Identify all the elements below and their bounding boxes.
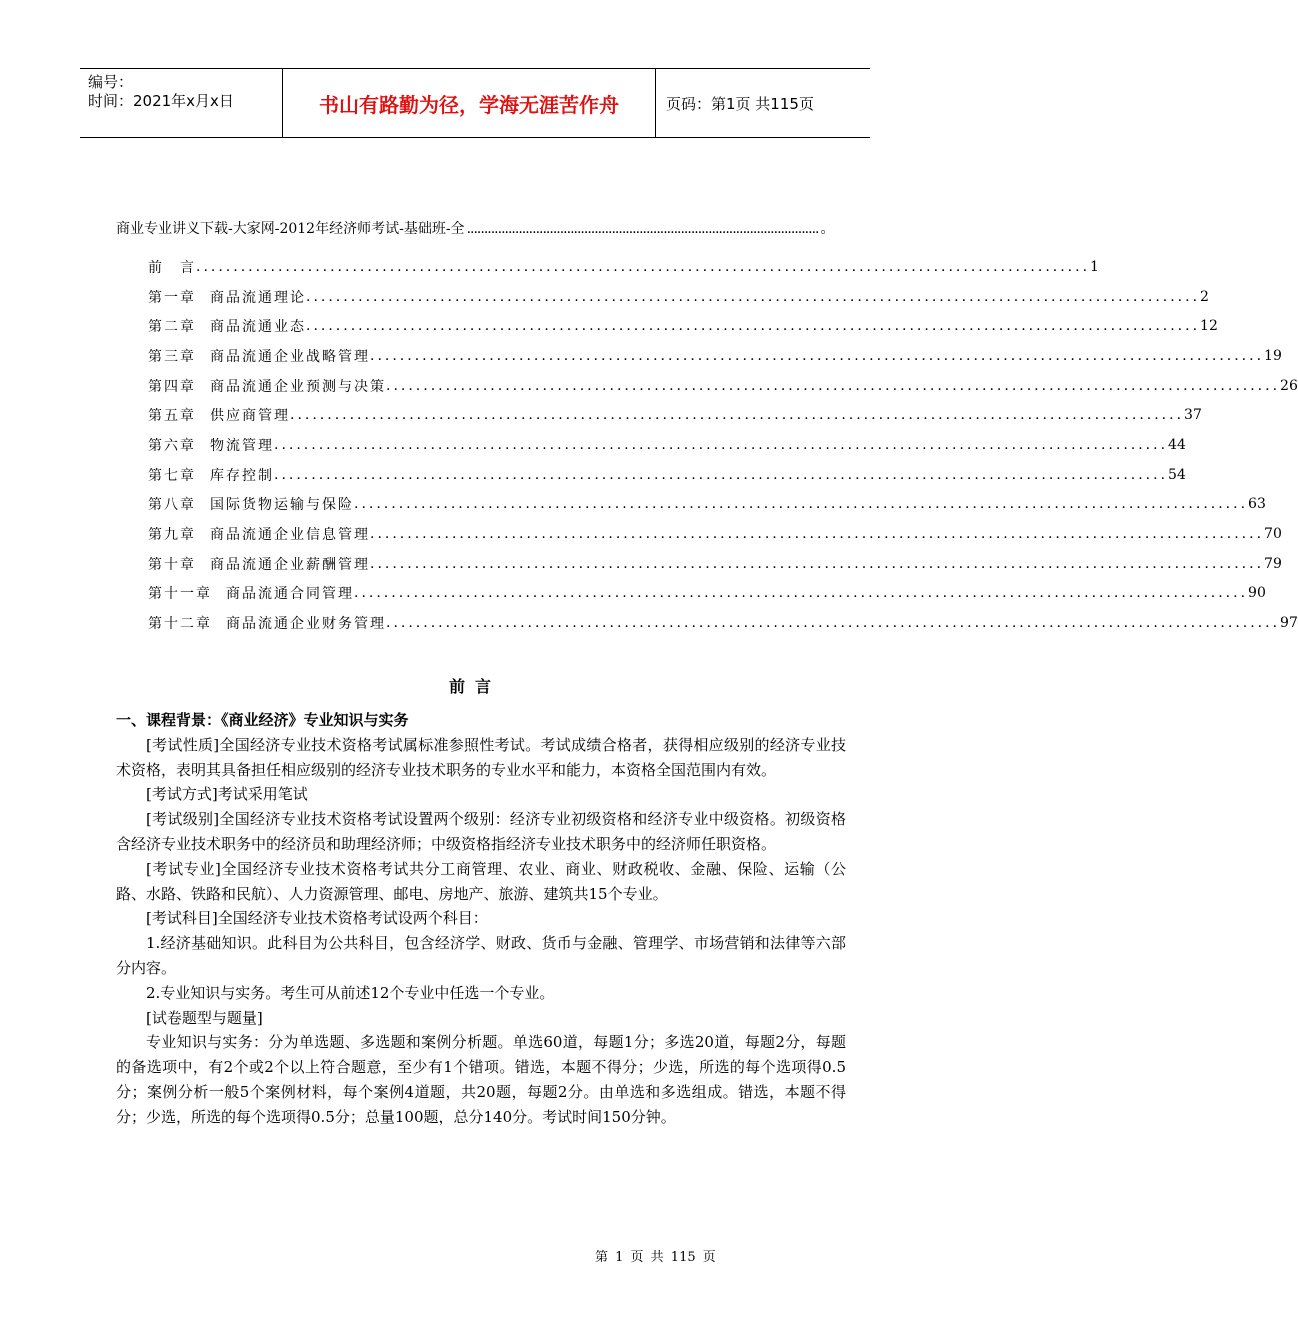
toc-page-number: 63: [1248, 496, 1266, 513]
toc-page-number: 1: [1090, 258, 1099, 275]
toc-page-number: 12: [1200, 318, 1218, 335]
toc-entry[interactable]: [148, 490, 1266, 520]
toc-page-number: 19: [1264, 347, 1282, 364]
toc-chapter: 第七章: [148, 467, 196, 484]
toc-chapter: 第六章: [148, 437, 196, 454]
toc-chapter-name: 商品流通企业薪酬管理: [210, 556, 370, 573]
toc-entry[interactable]: [148, 282, 1209, 312]
toc-chapter-name: 商品流通合同管理: [226, 586, 354, 603]
toc-page-number: 90: [1248, 585, 1266, 602]
toc-page-number: 70: [1264, 526, 1282, 543]
toc-entry[interactable]: [148, 400, 1202, 430]
toc-leader: ........................................................................................................................: [386, 377, 1281, 394]
toc-entry[interactable]: [148, 549, 1282, 579]
toc-entry[interactable]: [148, 460, 1186, 490]
toc-chapter: 第十章: [148, 556, 196, 573]
time-label: 时间：2021年x月x日: [88, 92, 234, 110]
paragraph: 专业知识与实务：分为单选题、多选题和案例分析题。单选60道，每题1分；多选20道，每题2分，每题的备选项中，有2个或2个以上符合题意，至少有1个错项。错选，本题不得分；少选，所选的每个选项得0.5分；案例分析一般5个案例材料，每个案例4道题，共20题，每题2分。由单选和多选组成。错选，本题不得分；少选，所选的每个选项得0.5分；总量100题，总分140分。考试时间150分钟。: [116, 1033, 846, 1126]
paragraph: 1.经济基础知识。此科目为公共科目，包含经济学、财政、货币与金融、管理学、市场营销和法律等六部分内容。: [116, 934, 846, 977]
toc-chapter: 第一章: [148, 289, 196, 306]
header-meta: [80, 69, 282, 137]
paragraph: 2.专业知识与实务。考生可从前述12个专业中任选一个专业。: [146, 983, 555, 1002]
toc-page-number: 97: [1280, 615, 1298, 632]
toc-page-number: 26: [1280, 377, 1298, 394]
toc-chapter: 第八章: [148, 497, 196, 514]
toc-entry[interactable]: [148, 608, 1298, 638]
toc-leader: ........................................................................................................................: [196, 258, 1091, 275]
toc-chapter-name: 商品流通企业预测与决策: [210, 378, 386, 395]
toc-chapter: 第三章: [148, 348, 196, 365]
toc-chapter-name: 国际货物运输与保险: [210, 497, 354, 514]
toc-leader: ........................................................................................................................: [370, 347, 1265, 364]
toc-leader: ........................................................................................................................: [386, 615, 1281, 632]
number-label: 编号：: [88, 73, 134, 91]
toc-chapter: 第四章: [148, 378, 196, 395]
toc-page-number: 44: [1168, 436, 1186, 453]
toc-chapter: 前 言: [148, 259, 196, 276]
toc-chapter: 第九章: [148, 527, 196, 544]
table-of-contents: [148, 252, 1298, 638]
toc-chapter: 第二章: [148, 319, 196, 336]
header-page-info: 页码：第1页 共115页: [666, 94, 814, 113]
section-heading: 一、课程背景：《商业经济》专业知识与实务: [116, 711, 409, 729]
toc-title-leader: ......................................................................................................: [466, 221, 819, 237]
toc-leader: ........................................................................................................................: [370, 526, 1265, 543]
paragraph: [考试级别]全国经济专业技术资格考试设置两个级别：经济专业初级资格和经济专业中级资格。初级资格含经济专业技术职务中的经济员和助理经济师；中级资格指经济专业技术职务中的经济师任职资格。: [116, 810, 846, 853]
toc-entry[interactable]: [148, 579, 1266, 609]
toc-chapter-name: 商品流通业态: [210, 319, 306, 336]
toc-entry[interactable]: [148, 371, 1298, 401]
paragraph: [试卷题型与题量]: [146, 1008, 263, 1027]
paragraph: [考试方式]考试采用笔试: [146, 785, 308, 804]
toc-chapter-name: 商品流通企业战略管理: [210, 348, 370, 365]
toc-leader: ........................................................................................................................: [306, 318, 1201, 335]
toc-chapter-name: 库存控制: [210, 467, 274, 484]
toc-entry[interactable]: [148, 252, 1099, 282]
toc-chapter: 第十二章: [148, 616, 212, 633]
toc-entry[interactable]: [148, 311, 1218, 341]
toc-chapter-name: 商品流通理论: [210, 289, 306, 306]
toc-leader: ........................................................................................................................: [354, 585, 1249, 602]
toc-leader: ........................................................................................................................: [306, 288, 1201, 305]
header-motto: 书山有路勤为径，学海无涯苦作舟: [282, 69, 656, 137]
toc-chapter-name: 商品流通企业财务管理: [226, 616, 386, 633]
toc-leader: ........................................................................................................................: [354, 496, 1249, 513]
paragraph: [考试专业]全国经济专业技术资格考试共分工商管理、农业、商业、财政税收、金融、保险、运输（公路、水路、铁路和民航）、人力资源管理、邮电、房地产、旅游、建筑共15个专业。: [116, 859, 846, 903]
toc-leader: ........................................................................................................................: [274, 436, 1169, 453]
toc-page-number: 2: [1200, 288, 1209, 305]
toc-page-number: 79: [1264, 555, 1282, 572]
toc-leader: ........................................................................................................................: [370, 555, 1265, 572]
toc-entry[interactable]: [148, 519, 1282, 549]
toc-title: 商业专业讲义下载-大家网-2012年经济师考试-基础班-全: [116, 221, 465, 237]
toc-chapter-name: 供应商管理: [210, 408, 290, 425]
paragraph: [考试科目]全国经济专业技术资格考试设两个科目：: [146, 909, 488, 928]
paragraph: [考试性质]全国经济专业技术资格考试属标准参照性考试。考试成绩合格者，获得相应级别的经济专业技术资格，表明其具备担任相应级别的经济专业技术职务的专业水平和能力，本资格全国范围内有效。: [116, 735, 846, 779]
toc-page-number: 37: [1184, 407, 1202, 424]
page-header: [80, 68, 870, 138]
preface-title: 前言: [448, 677, 501, 696]
toc-chapter-name: 商品流通企业信息管理: [210, 527, 370, 544]
toc-chapter-name: 物流管理: [210, 437, 274, 454]
preface-body: [116, 708, 846, 1130]
toc-entry[interactable]: [148, 341, 1282, 371]
toc-chapter: 第十一章: [148, 586, 212, 603]
toc-page-number: 54: [1168, 466, 1186, 483]
toc-title-line[interactable]: [116, 218, 835, 238]
toc-leader: ........................................................................................................................: [274, 466, 1169, 483]
toc-leader: ........................................................................................................................: [290, 407, 1185, 424]
page-footer: 第 1 页 共 115 页: [595, 1250, 716, 1265]
toc-chapter: 第五章: [148, 408, 196, 425]
toc-entry[interactable]: [148, 430, 1186, 460]
toc-title-end: 。: [820, 221, 835, 237]
